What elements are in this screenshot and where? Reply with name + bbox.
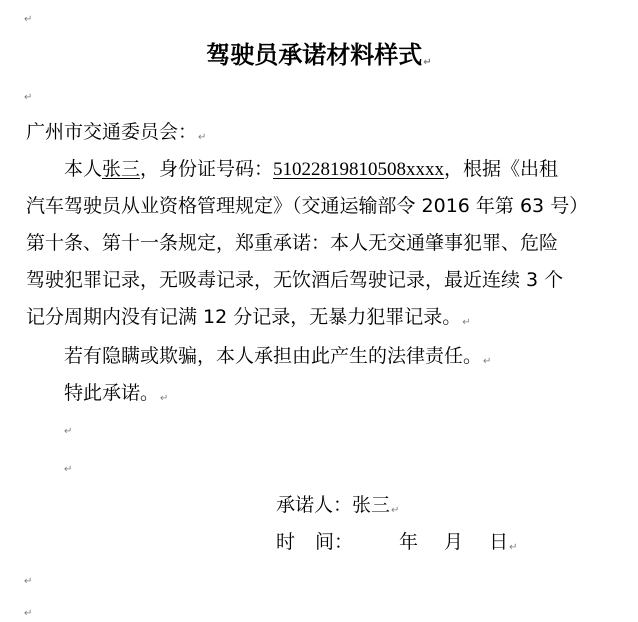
paragraph-mark-icon: ↵ <box>24 608 33 619</box>
date-month: 月 <box>444 531 464 553</box>
signature-label: 承诺人： <box>276 494 353 516</box>
committer-name: 张三 <box>102 158 141 180</box>
signature-line <box>276 493 399 517</box>
paragraph-mark-icon: ↵ <box>64 426 73 437</box>
paragraph-mark-icon: ↵ <box>198 132 207 143</box>
body-line-5-text: 记分周期内没有记满 12 分记录，无暴力犯罪记录。 <box>26 306 462 328</box>
paragraph-mark-icon: ↵ <box>462 317 471 328</box>
salutation-line <box>26 120 206 144</box>
date-line <box>276 530 517 554</box>
paragraph-mark-icon: ↵ <box>24 576 33 587</box>
paragraph-mark-icon: ↵ <box>483 356 492 367</box>
date-year: 年 <box>399 531 419 553</box>
body-line-1 <box>64 157 558 182</box>
closing-text: 特此承诺。 <box>64 382 160 404</box>
time-label-2: 间： <box>315 531 354 553</box>
salutation: 广州市交通委员会： <box>26 121 198 143</box>
body-line-4: 驾驶犯罪记录，无吸毒记录，无饮酒后驾驶记录，最近连续 3 个 <box>26 269 564 291</box>
date-day: 日 <box>489 531 509 553</box>
body-line-2: 汽车驾驶员从业资格管理规定》（交通运输部令 2016 年第 63 号） <box>26 195 589 217</box>
paragraph-mark-icon: ↵ <box>391 505 400 516</box>
id-number: 51022819810508xxxx <box>273 159 445 180</box>
body-prefix: 本人 <box>64 158 103 180</box>
liability-text: 若有隐瞒或欺骗，本人承担由此产生的法律责任。 <box>64 345 483 367</box>
body-suffix: ，根据《出租 <box>444 158 559 180</box>
document-title <box>0 40 638 70</box>
time-label-1: 时 <box>276 531 296 553</box>
body-line-3: 第十条、第十一条规定，郑重承诺：本人无交通肇事犯罪、危险 <box>26 232 559 254</box>
paragraph-mark-icon: ↵ <box>24 14 33 25</box>
paragraph-mark-icon: ↵ <box>160 393 169 404</box>
paragraph-mark-icon: ↵ <box>24 92 33 103</box>
title-text: 驾驶员承诺材料样式 <box>206 41 423 69</box>
body-line-5 <box>26 305 471 329</box>
signature-name: 张三 <box>352 494 391 516</box>
paragraph-mark-icon: ↵ <box>64 464 73 475</box>
paragraph-mark-icon: ↵ <box>509 542 518 553</box>
closing-paragraph <box>64 381 168 405</box>
paragraph-mark-icon: ↵ <box>423 57 432 68</box>
liability-paragraph <box>64 344 491 368</box>
id-label: ，身份证号码： <box>140 158 274 180</box>
